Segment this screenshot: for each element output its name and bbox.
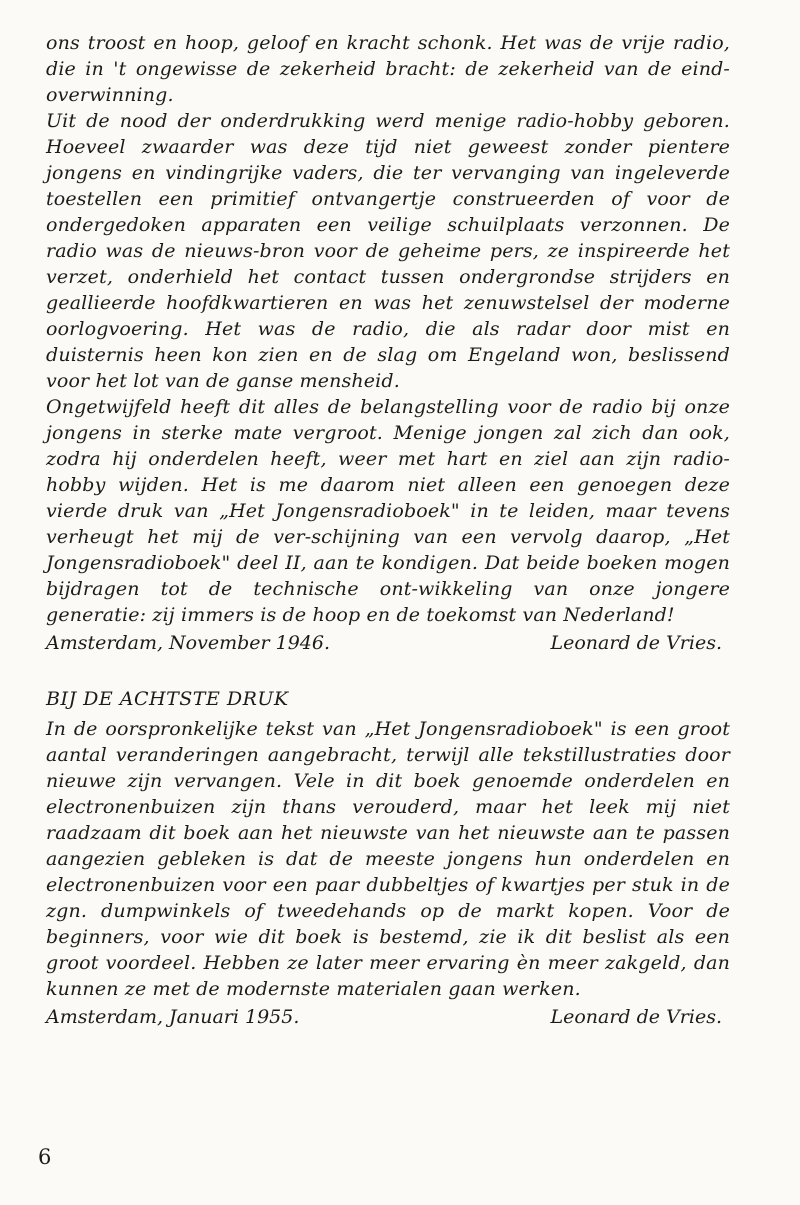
book-page: [46, 30, 730, 1030]
author-name: Leonard de Vries.: [550, 632, 722, 654]
place-date: Amsterdam, November 1946.: [46, 632, 331, 654]
page-number: 6: [38, 1145, 52, 1169]
paragraph-eighth-edition: In de oorspronkelijke tekst van „Het Jongensradioboek" is een groot aantal veranderingen aangebracht, terwijl alle tekstillustraties door nieuwe zijn vervangen. Vele in dit boek genoemde onderdelen en electronenbuizen zijn thans verouderd, maar het leek mij niet raadzaam dit boek aan het nieuwste van het nieuwste aan te passen aangezien gebleken is dat de meeste jongens hun onderdelen en electronenbuizen voor een paar dubbeltjes of kwartjes per stuk in de zgn. dumpwinkels of tweedehands op de markt kopen. Voor de beginners, voor wie dit boek is bestemd, zie ik dit beslist als een groot voordeel. Hebben ze later meer ervaring èn meer zakgeld, dan kunnen ze met de modernste materialen gaan werken.: [46, 718, 730, 1000]
section-heading: BIJ DE ACHTSTE DRUK: [46, 688, 289, 710]
paragraph-radio-hobby: Uit de nood der onderdrukking werd menige radio-hobby geboren. Hoeveel zwaarder was deze tijd niet geweest zonder pientere jongens en vindingrijke vaders, die ter vervanging van ingeleverde toestellen een primitief ontvangertje construeerden of voor de ondergedoken apparaten een veilige schuilplaats verzonnen. De radio was de nieuws-bron voor de geheime pers, ze inspireerde het verzet, onderhield het contact tussen ondergrondse strijders en geallieerde hoofdkwartieren en was het zenuwstelsel der moderne oorlogvoering. Het was de radio, die als radar door mist en duisternis heen kon zien en de slag om Engeland won, beslissend voor het lot van de ganse mensheid.: [46, 110, 730, 392]
paragraph-intro-end: ons troost en hoop, geloof en kracht schonk. Het was de vrije radio, die in 't ongewisse de zekerheid bracht: de zekerheid van de eind-overwinning.: [46, 32, 730, 106]
author-name: Leonard de Vries.: [550, 1006, 722, 1028]
signature-1946: [46, 630, 730, 656]
place-date: Amsterdam, Januari 1955.: [46, 1006, 300, 1028]
paragraph-fourth-edition: Ongetwijfeld heeft dit alles de belangstelling voor de radio bij onze jongens in sterke mate vergroot. Menige jongen zal zich dan ook, zodra hij onderdelen heeft, weer met hart en ziel aan zijn radio-hobby wijden. Het is me daarom niet alleen een genoegen deze vierde druk van „Het Jongensradioboek" in te leiden, maar tevens verheugt het mij de ver-schijning van een vervolg daarop, „Het Jongensradioboek" deel II, aan te kondigen. Dat beide boeken mogen bijdragen tot de technische ont-wikkeling van onze jongere generatie: zij immers is de hoop en de toekomst van Nederland!: [46, 396, 730, 626]
signature-1955: [46, 1004, 730, 1030]
